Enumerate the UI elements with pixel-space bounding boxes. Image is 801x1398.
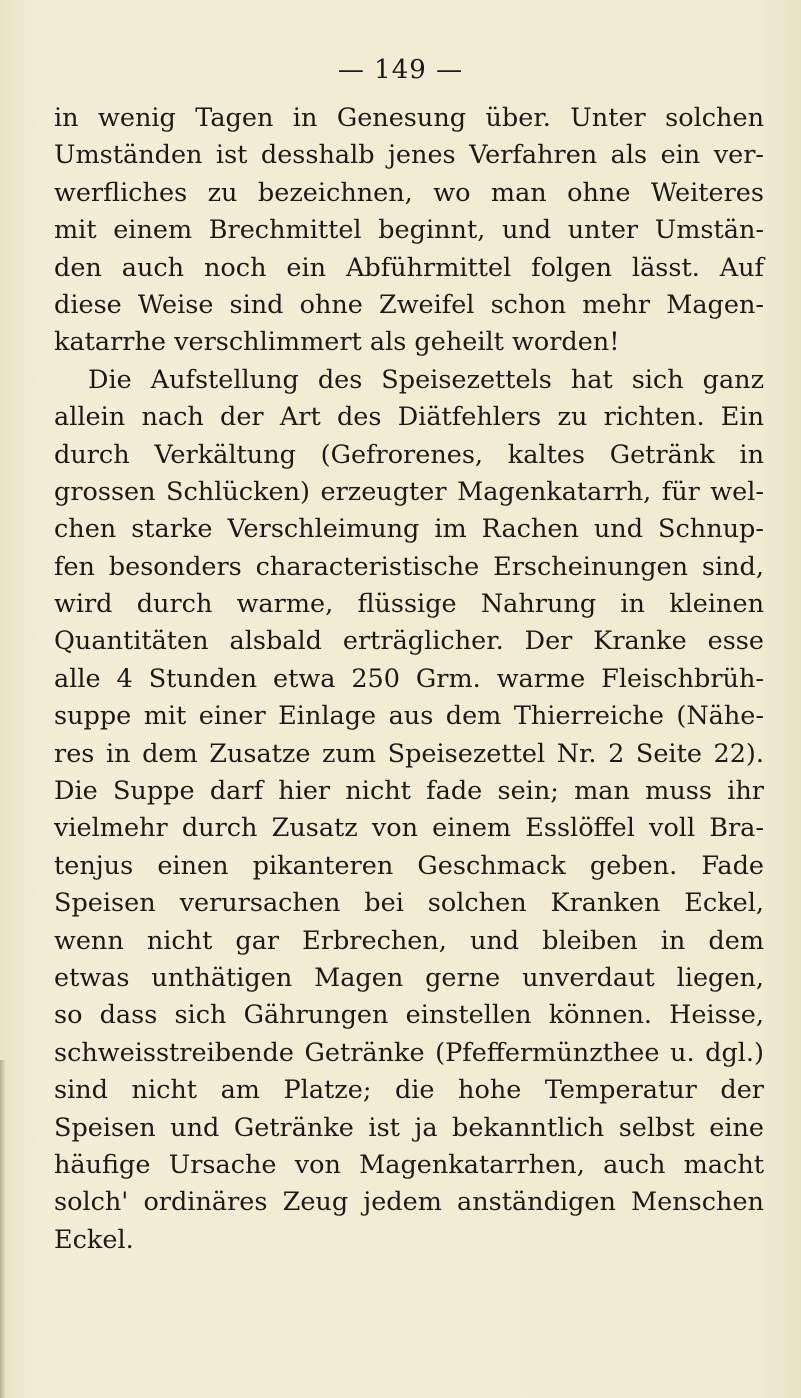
page-number: — 149 — [337, 55, 464, 85]
text-line: schweisstreibende Getränke (Pfeffermünzthee u. dgl.) [54, 1037, 764, 1068]
text-line: mit einem Brechmittel beginnt, und unter Umstän- [54, 215, 764, 246]
text-line: tenjus einen pikanteren Geschmack geben. Fade [54, 850, 764, 881]
text-line: suppe mit einer Einlage aus dem Thierreiche (Nähe- [54, 701, 764, 732]
text-line: in wenig Tagen in Genesung über. Unter solchen [54, 103, 764, 133]
text-line: Die Suppe darf hier nicht fade sein; man muss ihr [54, 776, 764, 807]
text-line: wenn nicht gar Erbrechen, und bleiben in dem [54, 925, 764, 956]
text-line: wird durch warme, flüssige Nahrung in kleinen [54, 589, 764, 620]
text-line: sind nicht am Platze; die hohe Temperatur der [54, 1075, 764, 1106]
text-line: diese Weise sind ohne Zweifel schon mehr Magen- [54, 289, 764, 320]
text-line: alle 4 Stunden etwa 250 Grm. warme Fleischbrüh- [54, 663, 764, 694]
text-line: so dass sich Gährungen einstellen können. Heisse, [54, 1000, 764, 1031]
text-line: häufige Ursache von Magenkatarrhen, auch macht [54, 1149, 764, 1180]
page-edge-shadow [0, 1060, 6, 1398]
text-line: chen starke Verschleimung im Rachen und Schnup- [54, 514, 764, 545]
text-line: vielmehr durch Zusatz von einem Esslöffel voll Bra- [54, 813, 764, 844]
text-line: den auch noch ein Abführmittel folgen lässt. Auf [54, 252, 764, 283]
text-line: etwas unthätigen Magen gerne unverdaut liegen, [54, 962, 764, 993]
text-line: Die Aufstellung des Speisezettels hat sich ganz [88, 364, 764, 395]
text-line: Umständen ist desshalb jenes Verfahren als ein ver- [54, 140, 764, 171]
text-line: allein nach der Art des Diätfehlers zu richten. Ein [54, 402, 764, 433]
text-line: Speisen verursachen bei solchen Kranken Eckel, [54, 888, 764, 919]
text-line: durch Verkältung (Gefrorenes, kaltes Getränk in [54, 439, 764, 470]
text-line: katarrhe verschlimmert als geheilt worden! [54, 327, 620, 358]
text-line: fen besonders characteristische Erscheinungen sind, [54, 551, 764, 582]
text-line: werfliches zu bezeichnen, wo man ohne Weiteres [54, 177, 764, 208]
text-line: grossen Schlücken) erzeugter Magenkatarrh, für wel- [54, 476, 764, 507]
text-line: Eckel. [54, 1224, 134, 1255]
text-line: Quantitäten alsbald erträglicher. Der Kranke esse [54, 626, 764, 657]
text-line: res in dem Zusatze zum Speisezettel Nr. 2 Seite 22). [54, 738, 764, 769]
text-line: Speisen und Getränke ist ja bekanntlich selbst eine [54, 1112, 764, 1143]
text-line: solch' ordinäres Zeug jedem anständigen Menschen [54, 1187, 764, 1218]
body-text [54, 100, 764, 1259]
